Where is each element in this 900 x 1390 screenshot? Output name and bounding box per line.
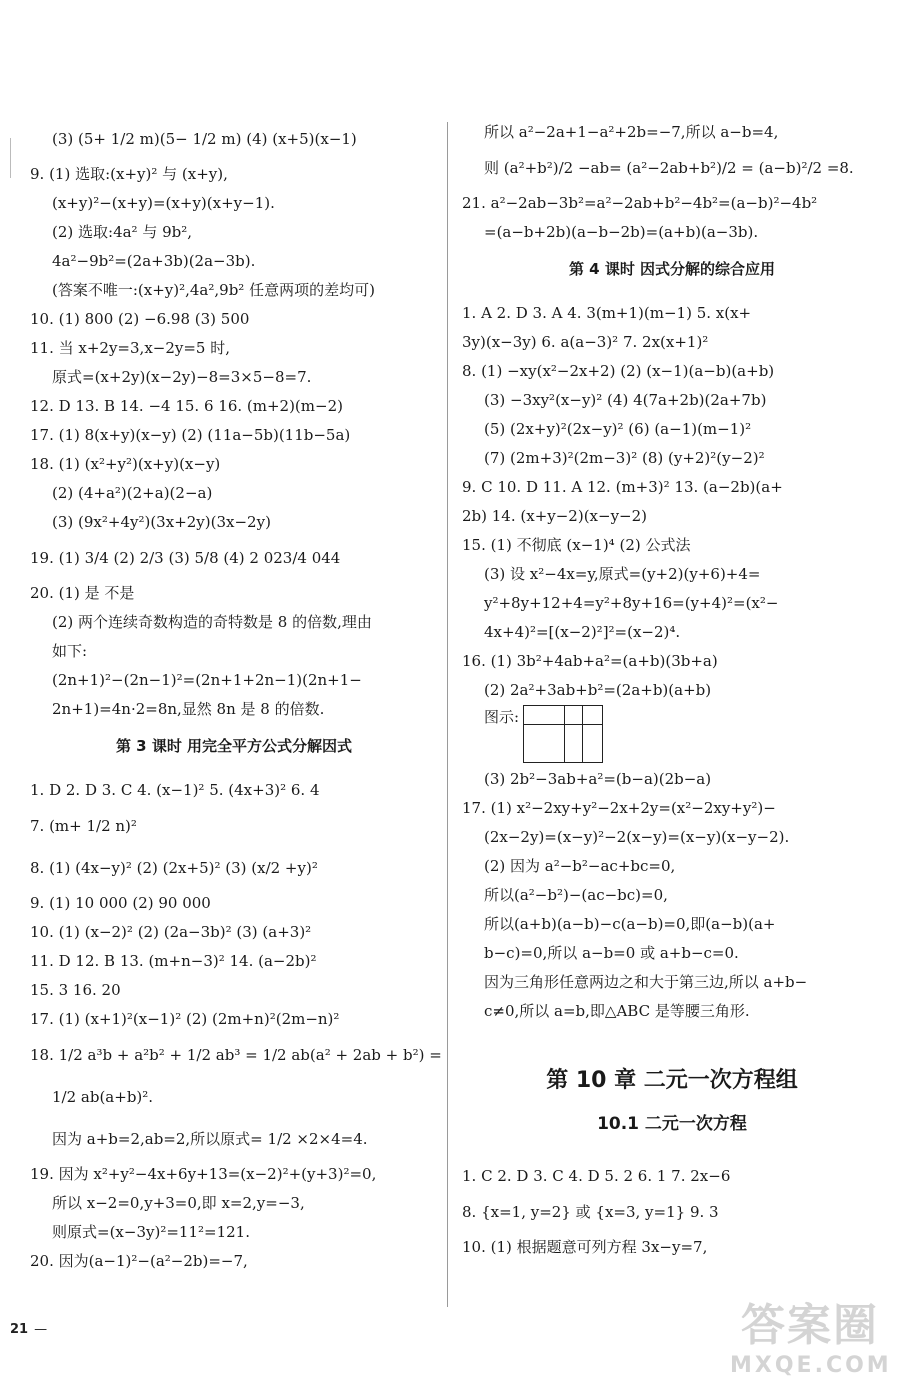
answer-line: 17. (1) (x+1)²(x−1)² (2) (2m+n)²(2m−n)² (30, 1010, 340, 1028)
answer-line: 12. D 13. B 14. −4 15. 6 16. (m+2)(m−2) (30, 397, 343, 415)
answer-line: 1. D 2. D 3. C 4. (x−1)² 5. (4x+3)² 6. 4 (30, 781, 320, 799)
column-divider (447, 122, 448, 1307)
answer-line: 所以(a+b)(a−b)−c(a−b)=0,即(a−b)(a+ (484, 915, 776, 933)
answer-line: 19. (1) 3/4 (2) 2/3 (3) 5/8 (4) 2 023/4 044 (30, 549, 341, 567)
answer-line: 2b) 14. (x+y−2)(x−y−2) (462, 507, 648, 525)
answer-line: 15. (1) 不彻底 (x−1)⁴ (2) 公式法 (462, 536, 691, 554)
answer-line: 4x+4)²=[(x−2)²]²=(x−2)⁴. (484, 623, 681, 641)
answer-line: 17. (1) 8(x+y)(x−y) (2) (11a−5b)(11b−5a) (30, 426, 351, 444)
answer-line: (5) (2x+y)²(2x−y)² (6) (a−1)(m−1)² (484, 420, 752, 438)
answer-line: (2) 选取:4a² 与 9b², (52, 223, 193, 241)
section-title: 10.1 二元一次方程 (597, 1114, 747, 1134)
answer-line: 8. (1) (4x−y)² (2) (2x+5)² (3) (x/2 +y)² (30, 859, 318, 877)
answer-line: 1. A 2. D 3. A 4. 3(m+1)(m−1) 5. x(x+ (462, 304, 752, 322)
answer-line: (答案不唯一:(x+y)²,4a²,9b² 任意两项的差均可) (52, 281, 375, 299)
answer-line: 则 (a²+b²)/2 −ab= (a²−2ab+b²)/2 = (a−b)²/2 =8. (484, 159, 854, 177)
lesson-heading: 第 3 课时 用完全平方公式分解因式 (115, 737, 353, 755)
answer-line: 18. 1/2 a³b + a²b² + 1/2 ab³ = 1/2 ab(a² + 2ab + b²) = (30, 1046, 442, 1064)
answer-line: (2) 因为 a²−b²−ac+bc=0, (484, 857, 676, 875)
answer-line: c≠0,所以 a=b,即△ABC 是等腰三角形. (484, 1002, 750, 1020)
answer-line: (2) (4+a²)(2+a)(2−a) (52, 484, 213, 502)
answer-line: 如下: (52, 642, 88, 660)
margin-mark (10, 138, 11, 178)
answer-line: 原式=(x+2y)(x−2y)−8=3×5−8=7. (52, 368, 312, 386)
answer-line: 因为三角形任意两边之和大于第三边,所以 a+b− (484, 973, 808, 991)
answer-line: (3) 2b²−3ab+a²=(b−a)(2b−a) (484, 770, 712, 788)
answer-line: (3) (9x²+4y²)(3x+2y)(3x−2y) (52, 513, 271, 531)
answer-line: 1. C 2. D 3. C 4. D 5. 2 6. 1 7. 2x−6 (462, 1167, 731, 1185)
page-footer (10, 1322, 47, 1337)
answer-line: 17. (1) x²−2xy+y²−2x+2y=(x²−2xy+y²)− (462, 799, 776, 817)
answer-line: 1/2 ab(a+b)². (52, 1088, 154, 1106)
answer-line: =(a−b+2b)(a−b−2b)=(a+b)(a−3b). (484, 223, 759, 241)
answer-line: 所以(a²−b²)−(ac−bc)=0, (484, 886, 668, 904)
right-column (462, 118, 882, 1262)
answer-line: 20. (1) 是 不是 (30, 584, 135, 602)
answer-line: b−c)=0,所以 a−b=0 或 a+b−c=0. (484, 944, 739, 962)
answer-line: 9. (1) 选取:(x+y)² 与 (x+y), (30, 165, 228, 183)
answer-line: 3y)(x−3y) 6. a(a−3)² 7. 2x(x+1)² (462, 333, 709, 351)
answer-line: 10. (1) 根据题意可列方程 3x−y=7, (462, 1238, 708, 1256)
answer-line: 8. {x=1, y=2} 或 {x=3, y=1} 9. 3 (462, 1203, 719, 1221)
answer-line: 则原式=(x−3y)²=11²=121. (52, 1223, 250, 1241)
watermark-logo (730, 1300, 890, 1382)
answer-line: (x+y)²−(x+y)=(x+y)(x+y−1). (52, 194, 275, 212)
watermark-url: MXQE.COM (730, 1353, 892, 1378)
answer-line: 所以 a²−2a+1−a²+2b=−7,所以 a−b=4, (484, 123, 779, 141)
answer-line: 2n+1)=4n·2=8n,显然 8n 是 8 的倍数. (52, 700, 325, 718)
figure-label: 图示: (484, 708, 520, 726)
answer-line: 19. 因为 x²+y²−4x+6y+13=(x−2)²+(y+3)²=0, (30, 1165, 377, 1183)
answer-line: 16. (1) 3b²+4ab+a²=(a+b)(3b+a) (462, 652, 718, 670)
page-number: 21 (10, 1322, 29, 1337)
answer-line: (2n+1)²−(2n−1)²=(2n+1+2n−1)(2n+1− (52, 671, 362, 689)
answer-line: (2) 两个连续奇数构造的奇特数是 8 的倍数,理由 (52, 613, 372, 631)
answer-line: 10. (1) 800 (2) −6.98 (3) 500 (30, 310, 250, 328)
footer-dash: — (34, 1322, 48, 1337)
answer-line: 11. D 12. B 13. (m+n−3)² 14. (a−2b)² (30, 952, 317, 970)
answer-line: (7) (2m+3)²(2m−3)² (8) (y+2)²(y−2)² (484, 449, 765, 467)
left-column (30, 118, 442, 1276)
answer-line: 7. (m+ 1/2 n)² (30, 817, 137, 835)
answer-line: 10. (1) (x−2)² (2) (2a−3b)² (3) (a+3)² (30, 923, 312, 941)
answer-line: 18. (1) (x²+y²)(x+y)(x−y) (30, 455, 221, 473)
answer-line: 9. C 10. D 11. A 12. (m+3)² 13. (a−2b)(a+ (462, 478, 783, 496)
answer-line: (2x−2y)=(x−y)²−2(x−y)=(x−y)(x−y−2). (484, 828, 790, 846)
answer-line: (3) −3xy²(x−y)² (4) 4(7a+2b)(2a+7b) (484, 391, 767, 409)
answer-line: 21. a²−2ab−3b²=a²−2ab+b²−4b²=(a−b)²−4b² (462, 194, 818, 212)
watermark-text: 答案圈 (741, 1300, 879, 1351)
answer-line: 11. 当 x+2y=3,x−2y=5 时, (30, 339, 231, 357)
answer-line: y²+8y+12+4=y²+8y+16=(y+4)²=(x²− (484, 594, 779, 612)
answer-line: 4a²−9b²=(2a+3b)(2a−3b). (52, 252, 256, 270)
answer-line: (3) (5+ 1/2 m)(5− 1/2 m) (4) (x+5)(x−1) (52, 130, 357, 148)
answer-line: 9. (1) 10 000 (2) 90 000 (30, 894, 211, 912)
chapter-title: 第 10 章 二元一次方程组 (546, 1068, 798, 1093)
lesson-heading: 第 4 课时 因式分解的综合应用 (568, 260, 776, 278)
answer-line: 20. 因为(a−1)²−(a²−2b)=−7, (30, 1252, 248, 1270)
answer-line: 8. (1) −xy(x²−2x+2) (2) (x−1)(a−b)(a+b) (462, 362, 775, 380)
rectangle-diagram (523, 705, 603, 763)
answer-line: 因为 a+b=2,ab=2,所以原式= 1/2 ×2×4=4. (52, 1130, 368, 1148)
answer-line: (2) 2a²+3ab+b²=(2a+b)(a+b) (484, 681, 712, 699)
answer-line: 15. 3 16. 20 (30, 981, 121, 999)
answer-line: (3) 设 x²−4x=y,原式=(y+2)(y+6)+4= (484, 565, 761, 583)
figure-diagram (462, 705, 882, 765)
answer-line: 所以 x−2=0,y+3=0,即 x=2,y=−3, (52, 1194, 305, 1212)
